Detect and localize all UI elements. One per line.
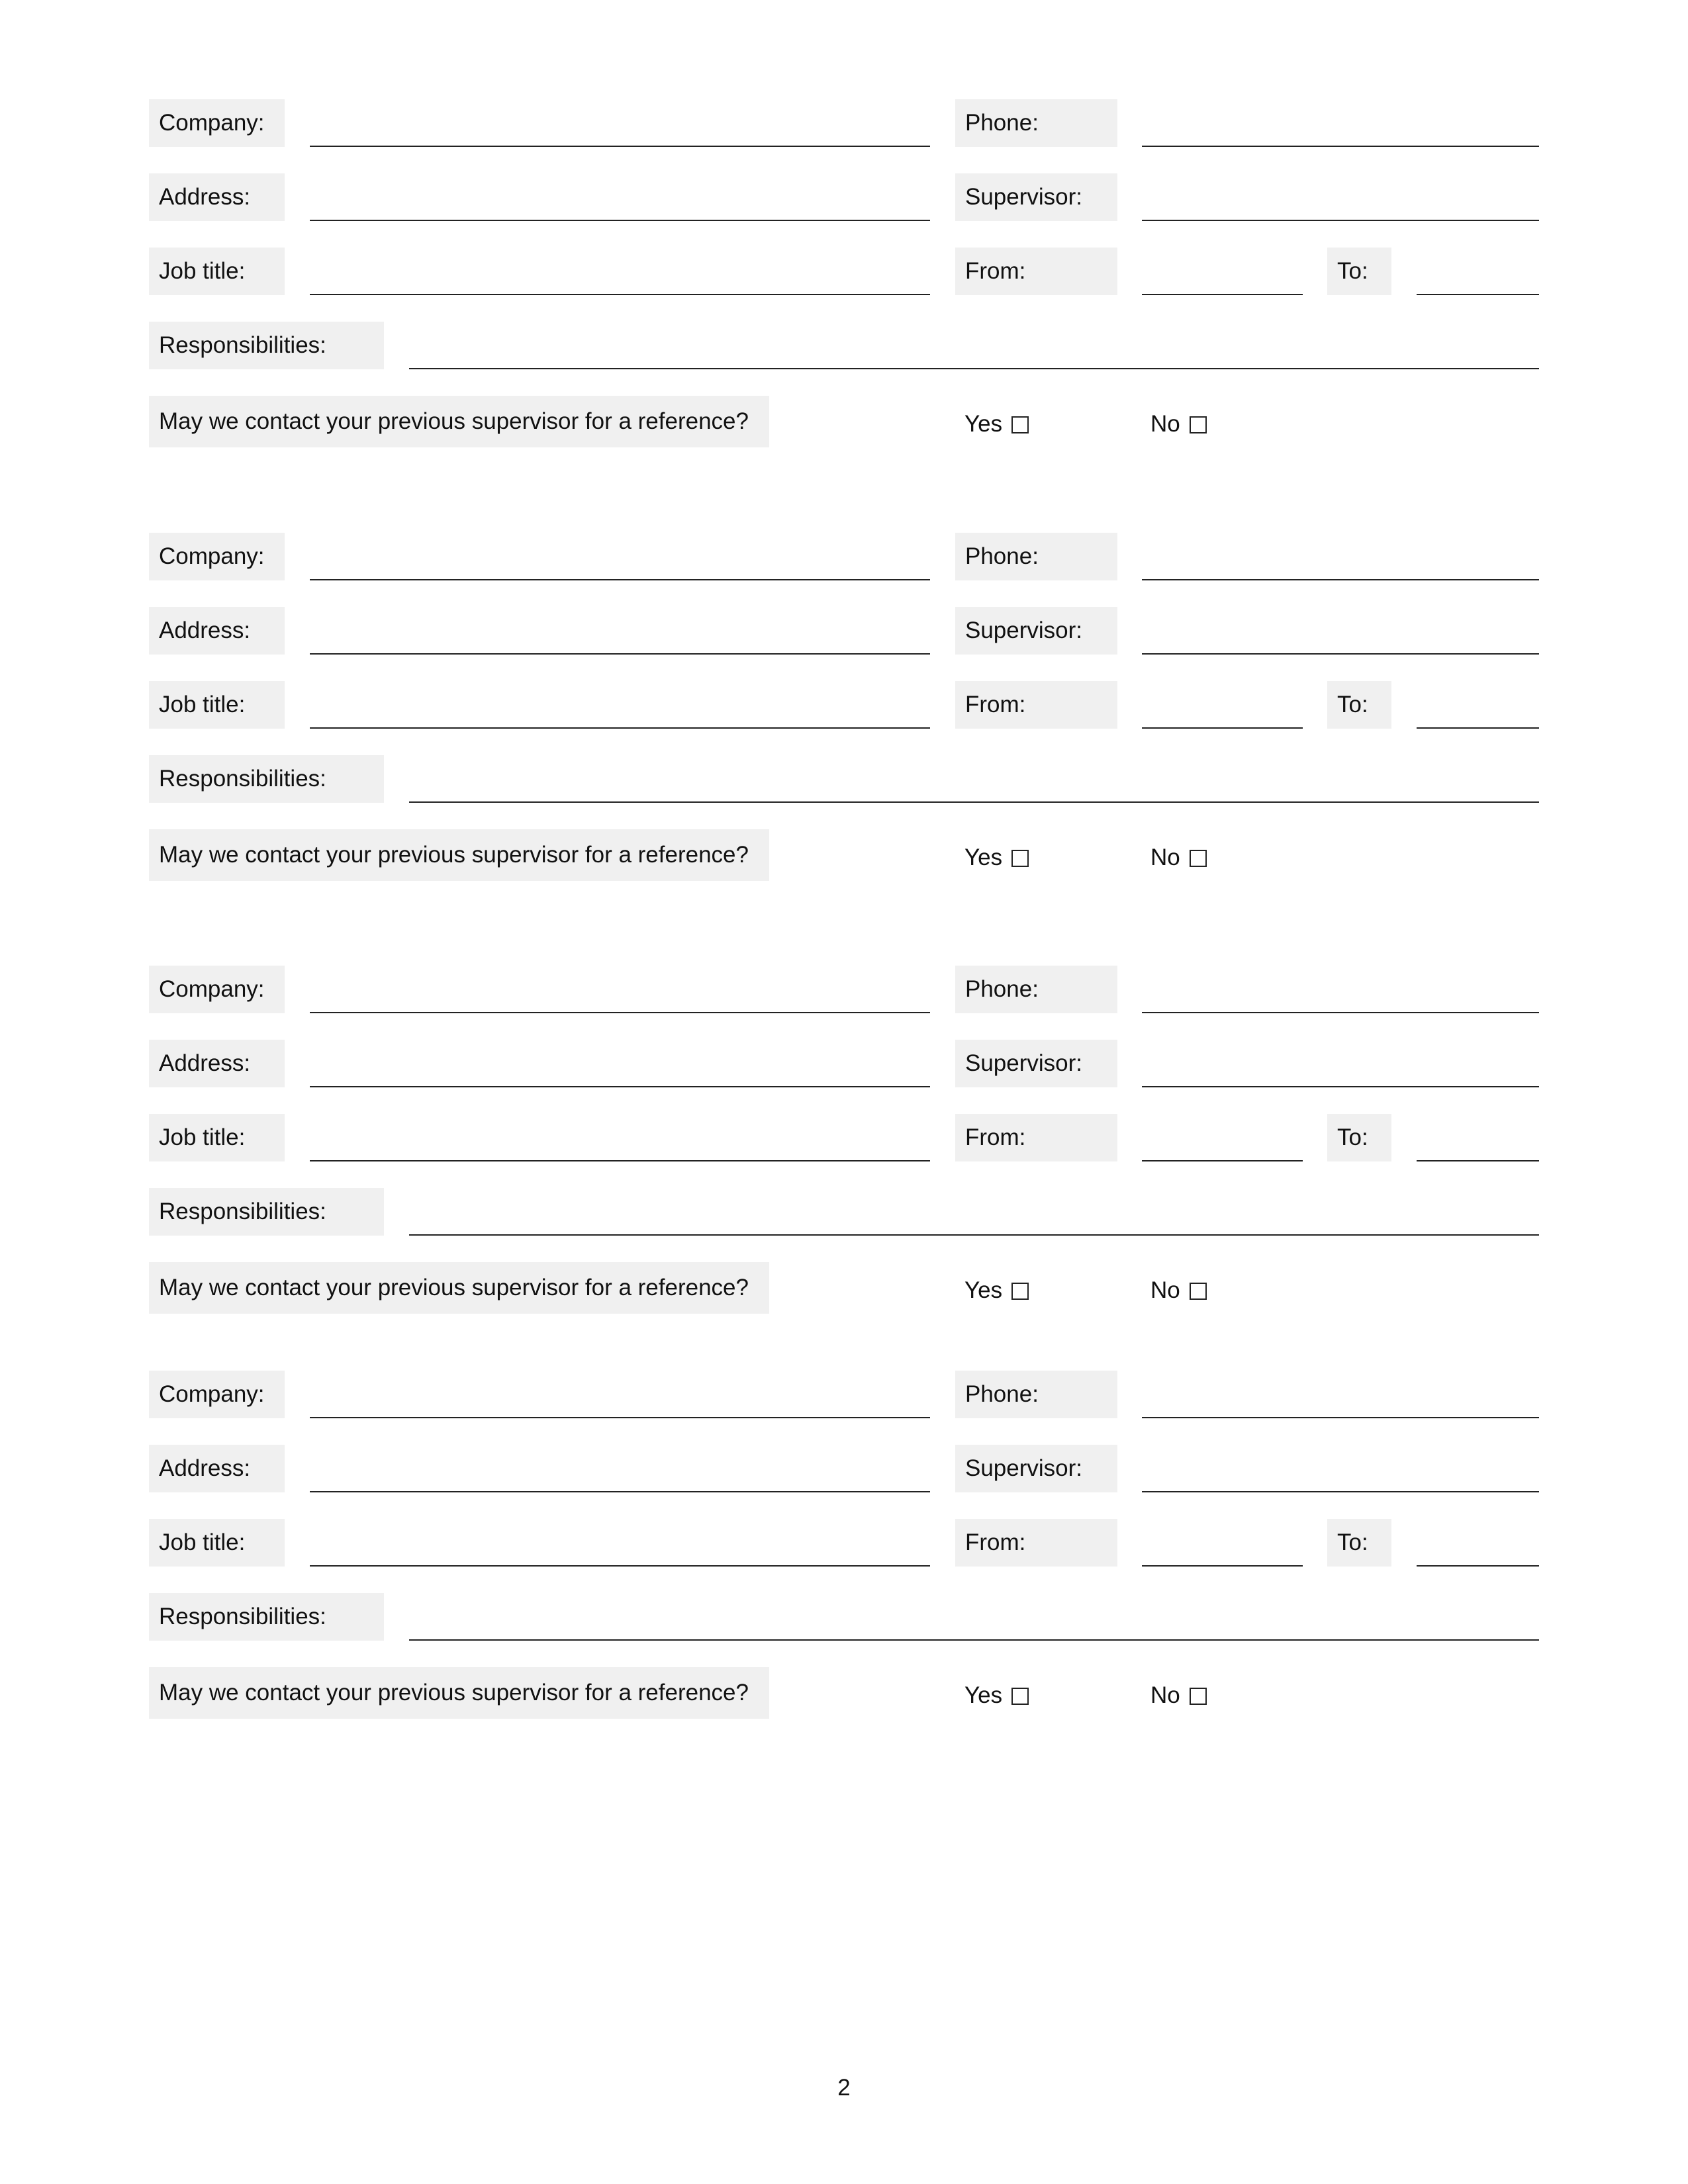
address-label: Address: xyxy=(149,173,285,221)
to-date-field[interactable] xyxy=(1417,1160,1539,1161)
reference-no-option[interactable] xyxy=(1150,398,1207,450)
responsibilities-label: Responsibilities: xyxy=(149,1593,384,1641)
supervisor-field[interactable] xyxy=(1142,653,1539,655)
job-title-label: Job title: xyxy=(149,1519,285,1567)
company-field[interactable] xyxy=(310,579,930,580)
address-field[interactable] xyxy=(310,653,930,655)
job-title-field[interactable] xyxy=(310,727,930,729)
page-number: 2 xyxy=(837,2075,851,2101)
yes-label: Yes xyxy=(964,844,1003,870)
employment-entry-3 xyxy=(0,966,1688,1336)
responsibilities-label: Responsibilities: xyxy=(149,755,384,803)
company-label: Company: xyxy=(149,966,285,1013)
reference-question: May we contact your previous supervisor for a reference? xyxy=(149,1667,769,1719)
from-date-field[interactable] xyxy=(1142,294,1303,295)
phone-label: Phone: xyxy=(955,99,1117,147)
yes-checkbox[interactable] xyxy=(1011,1688,1029,1705)
employment-entry-1 xyxy=(0,99,1688,470)
job-title-label: Job title: xyxy=(149,681,285,729)
company-label: Company: xyxy=(149,533,285,580)
phone-label: Phone: xyxy=(955,533,1117,580)
reference-question: May we contact your previous supervisor for a reference? xyxy=(149,1262,769,1314)
from-date-field[interactable] xyxy=(1142,1565,1303,1567)
employment-entry-4 xyxy=(0,1371,1688,1741)
no-checkbox[interactable] xyxy=(1190,1283,1207,1300)
reference-yes-option[interactable] xyxy=(964,1670,1029,1721)
job-title-field[interactable] xyxy=(310,1160,930,1161)
yes-checkbox[interactable] xyxy=(1011,1283,1029,1300)
address-label: Address: xyxy=(149,607,285,655)
company-label: Company: xyxy=(149,99,285,147)
no-checkbox[interactable] xyxy=(1190,850,1207,867)
responsibilities-label: Responsibilities: xyxy=(149,1188,384,1236)
company-field[interactable] xyxy=(310,1012,930,1013)
supervisor-field[interactable] xyxy=(1142,1086,1539,1087)
no-label: No xyxy=(1150,1277,1180,1303)
phone-field[interactable] xyxy=(1142,146,1539,147)
to-date-field[interactable] xyxy=(1417,1565,1539,1567)
reference-no-option[interactable] xyxy=(1150,832,1207,884)
phone-label: Phone: xyxy=(955,966,1117,1013)
supervisor-label: Supervisor: xyxy=(955,1040,1117,1087)
reference-question: May we contact your previous supervisor for a reference? xyxy=(149,829,769,881)
no-checkbox[interactable] xyxy=(1190,416,1207,433)
address-label: Address: xyxy=(149,1445,285,1492)
to-date-field[interactable] xyxy=(1417,294,1539,295)
reference-yes-option[interactable] xyxy=(964,1265,1029,1316)
reference-no-option[interactable] xyxy=(1150,1265,1207,1316)
to-label: To: xyxy=(1327,1114,1391,1161)
yes-label: Yes xyxy=(964,1682,1003,1708)
no-label: No xyxy=(1150,411,1180,437)
no-checkbox[interactable] xyxy=(1190,1688,1207,1705)
reference-no-option[interactable] xyxy=(1150,1670,1207,1721)
no-label: No xyxy=(1150,1682,1180,1708)
responsibilities-field[interactable] xyxy=(409,1234,1539,1236)
address-label: Address: xyxy=(149,1040,285,1087)
phone-field[interactable] xyxy=(1142,1012,1539,1013)
responsibilities-field[interactable] xyxy=(409,801,1539,803)
job-title-label: Job title: xyxy=(149,248,285,295)
from-label: From: xyxy=(955,248,1117,295)
to-label: To: xyxy=(1327,248,1391,295)
yes-checkbox[interactable] xyxy=(1011,850,1029,867)
job-title-label: Job title: xyxy=(149,1114,285,1161)
supervisor-label: Supervisor: xyxy=(955,173,1117,221)
company-field[interactable] xyxy=(310,146,930,147)
address-field[interactable] xyxy=(310,220,930,221)
phone-field[interactable] xyxy=(1142,1417,1539,1418)
supervisor-field[interactable] xyxy=(1142,1491,1539,1492)
from-date-field[interactable] xyxy=(1142,727,1303,729)
reference-question: May we contact your previous supervisor for a reference? xyxy=(149,396,769,447)
yes-label: Yes xyxy=(964,411,1003,437)
reference-yes-option[interactable] xyxy=(964,398,1029,450)
company-field[interactable] xyxy=(310,1417,930,1418)
company-label: Company: xyxy=(149,1371,285,1418)
supervisor-label: Supervisor: xyxy=(955,1445,1117,1492)
responsibilities-label: Responsibilities: xyxy=(149,322,384,369)
from-date-field[interactable] xyxy=(1142,1160,1303,1161)
to-label: To: xyxy=(1327,1519,1391,1567)
job-title-field[interactable] xyxy=(310,294,930,295)
no-label: No xyxy=(1150,844,1180,870)
yes-checkbox[interactable] xyxy=(1011,416,1029,433)
reference-yes-option[interactable] xyxy=(964,832,1029,884)
employment-entry-2 xyxy=(0,533,1688,903)
responsibilities-field[interactable] xyxy=(409,1639,1539,1641)
job-title-field[interactable] xyxy=(310,1565,930,1567)
from-label: From: xyxy=(955,1519,1117,1567)
to-date-field[interactable] xyxy=(1417,727,1539,729)
from-label: From: xyxy=(955,1114,1117,1161)
phone-label: Phone: xyxy=(955,1371,1117,1418)
address-field[interactable] xyxy=(310,1491,930,1492)
supervisor-field[interactable] xyxy=(1142,220,1539,221)
to-label: To: xyxy=(1327,681,1391,729)
phone-field[interactable] xyxy=(1142,579,1539,580)
responsibilities-field[interactable] xyxy=(409,368,1539,369)
address-field[interactable] xyxy=(310,1086,930,1087)
supervisor-label: Supervisor: xyxy=(955,607,1117,655)
yes-label: Yes xyxy=(964,1277,1003,1303)
from-label: From: xyxy=(955,681,1117,729)
